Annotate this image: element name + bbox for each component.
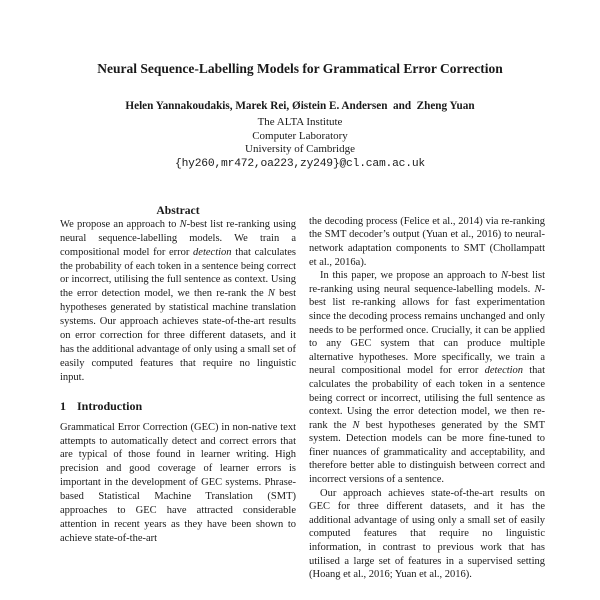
affiliation-line-institute: The ALTA Institute — [257, 116, 343, 128]
abstract-heading: Abstract — [156, 203, 200, 217]
section-title: Introduction — [77, 398, 143, 413]
continuation-paragraph-2: In this paper, we propose an approach to N-best list re-ranking using neural sequence-labelling models. N-best list re-ranking allows for fast experimentation since the decoding process remains unchanged and only needs to be performed once. Crucially, it can be applied to any GEC system that can produce multiple alternative hypotheses. More specifically, we train a neural compositional model for error detection that calculates the probability of each token in a sentence being correct or incorrect, utilising the full sentence as context. Using the error detection model, we then re-rank the N best hypotheses generated by the SMT system. Detection models can be more fine-tuned to finer nuances of grammaticality and acceptability, and therefore better able to distinguish between correct and incorrect versions of a sentence. — [309, 270, 546, 486]
right-column — [309, 215, 545, 582]
continuation-paragraph-3: Our approach achieves state-of-the-art results on GEC for three different datasets, and it has the additional advantage of using only a small set of easily computed features that require no linguistic information, in contrast to previous work that has utilised a large set of features in a supervised setting (Hoang et al., 2016; Yuan et al., 2016). — [309, 487, 545, 581]
two-column-body — [0, 204, 600, 582]
authors-line: Helen Yannakoudakis, Marek Rei, Øistein E. Andersen and Zheng Yuan — [125, 100, 475, 112]
affiliation-line-university: University of Cambridge — [245, 143, 355, 156]
introduction-paragraph: Grammatical Error Correction (GEC) in non-native text attempts to automatically detect and correct errors that are typical of those found in learner writing. High precision and good coverage of learner errors is important in the development of GEC systems. Phrase-based Statistical Machine Translation (SMT) approaches to GEC have attracted considerable attention in recent years as they have been shown to achieve state-of-the-art — [60, 421, 296, 544]
continuation-paragraph-1: the decoding process (Felice et al., 2014) via re-ranking the SMT decoder’s output (Yuan et al., 2016) to neural-network adaptation components to SMT (Chollampatt et al., 2016a). — [309, 215, 545, 268]
left-column — [60, 204, 296, 582]
paper-header — [0, 60, 600, 171]
email-line: {hy260,mr472,oa223,zy249}@cl.cam.ac.uk — [174, 157, 425, 170]
paper-title: Neural Sequence-Labelling Models for Grammatical Error Correction — [97, 61, 503, 76]
section-number: 1 — [60, 398, 66, 413]
affiliation-block — [0, 116, 600, 157]
abstract-body: We propose an approach to N-best list re-ranking using neural sequence-labelling models. We train a compositional model for error detection that calculates the probability of each token in a sentence being correct or incorrect, utilising the full sentence as context. Using the error detection model, we then re-rank the N best hypotheses generated by statistical machine translation systems. Our approach achieves state-of-the-art results on error correction for three different datasets, and it has the additional advantage of only using a small set of easily computed features that require no linguistic input. — [60, 218, 296, 383]
affiliation-line-department: Computer Laboratory — [252, 129, 348, 142]
section-heading-introduction — [60, 399, 296, 414]
